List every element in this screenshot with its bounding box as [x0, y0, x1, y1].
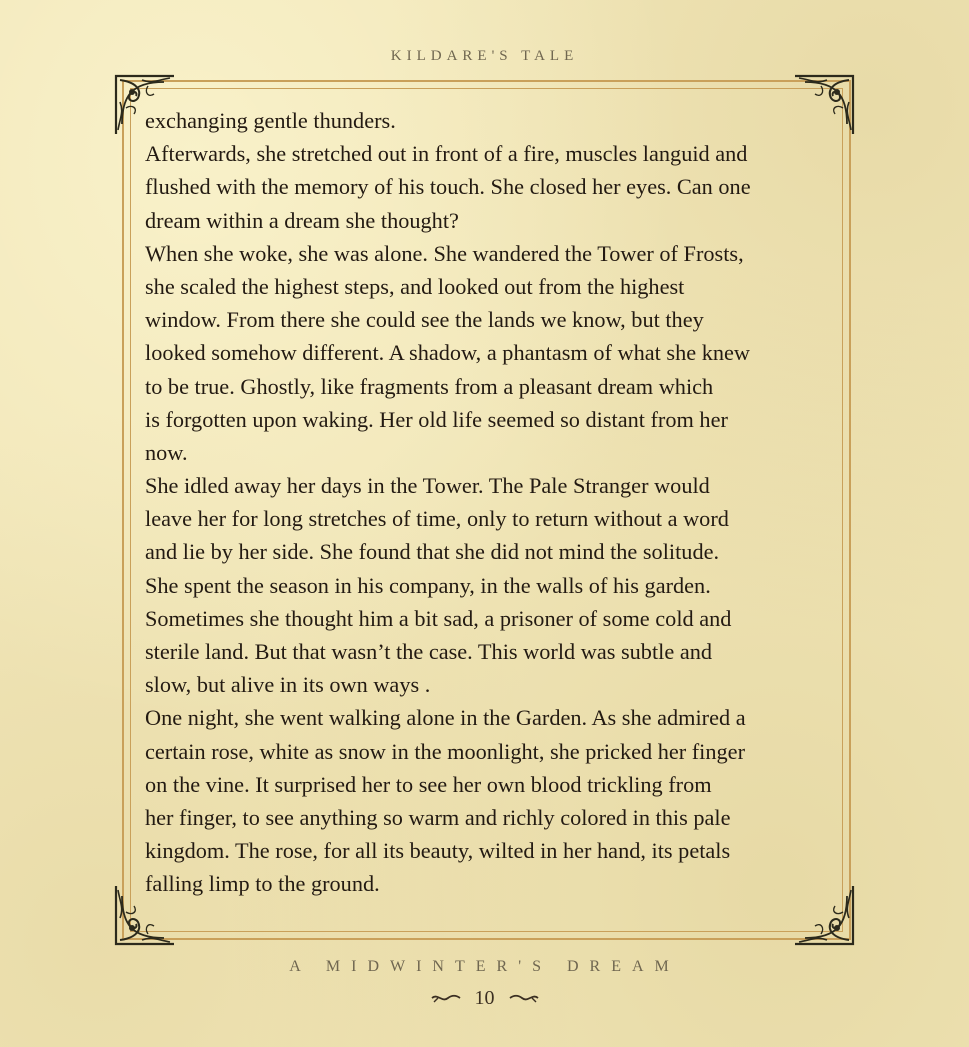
text-line: she scaled the highest steps, and looked out from the highest — [145, 273, 685, 299]
running-header: KILDARE'S TALE — [390, 48, 579, 64]
text-line: When she woke, she was alone. She wandered the Tower of Frosts, — [145, 240, 744, 266]
text-line: She idled away her days in the Tower. The Pale Stranger would — [145, 473, 710, 499]
text-line: on the vine. It surprised her to see her own blood trickling from — [145, 771, 712, 797]
text-line: falling limp to the ground. — [145, 871, 380, 897]
text-line: Afterwards, she stretched out in front of a fire, muscles languid and — [145, 141, 748, 167]
text-line: dream within a dream she thought? — [145, 207, 459, 233]
text-line: She spent the season in his company, in the walls of his garden. — [145, 572, 711, 598]
text-line: her finger, to see anything so warm and richly colored in this pale — [145, 804, 731, 830]
text-line: certain rose, white as snow in the moonlight, she pricked her finger — [145, 738, 745, 764]
text-line: is forgotten upon waking. Her old life seemed so distant from her — [145, 406, 728, 432]
text-line: looked somehow different. A shadow, a phantasm of what she knew — [145, 340, 750, 366]
page-number-block — [0, 986, 969, 1010]
text-line: now. — [145, 439, 188, 465]
text-line: flushed with the memory of his touch. She closed her eyes. Can one — [145, 174, 751, 200]
text-line: sterile land. But that wasn’t the case. This world was subtle and — [145, 639, 713, 664]
text-line: and lie by her side. She found that she did not mind the solitude. — [145, 539, 720, 565]
story-text — [145, 104, 835, 901]
text-line: kingdom. The rose, for all its beauty, wilted in her hand, its petals — [145, 838, 731, 864]
text-line: exchanging gentle thunders. — [145, 108, 396, 133]
text-line: to be true. Ghostly, like fragments from a pleasant dream which — [145, 373, 714, 399]
running-footer: A MIDWINTER'S DREAM — [289, 958, 680, 975]
text-line: One night, she went walking alone in the Garden. As she admired a — [145, 705, 746, 731]
text-line: slow, but alive in its own ways . — [145, 672, 431, 698]
page-number: 10 — [474, 986, 495, 1009]
text-line: window. From there she could see the lands we know, but they — [145, 307, 704, 333]
text-line: Sometimes she thought him a bit sad, a prisoner of some cold and — [145, 605, 732, 631]
right-flourish-icon — [508, 991, 540, 1005]
text-line: leave her for long stretches of time, only to return without a word — [145, 506, 729, 532]
left-flourish-icon — [430, 991, 462, 1005]
